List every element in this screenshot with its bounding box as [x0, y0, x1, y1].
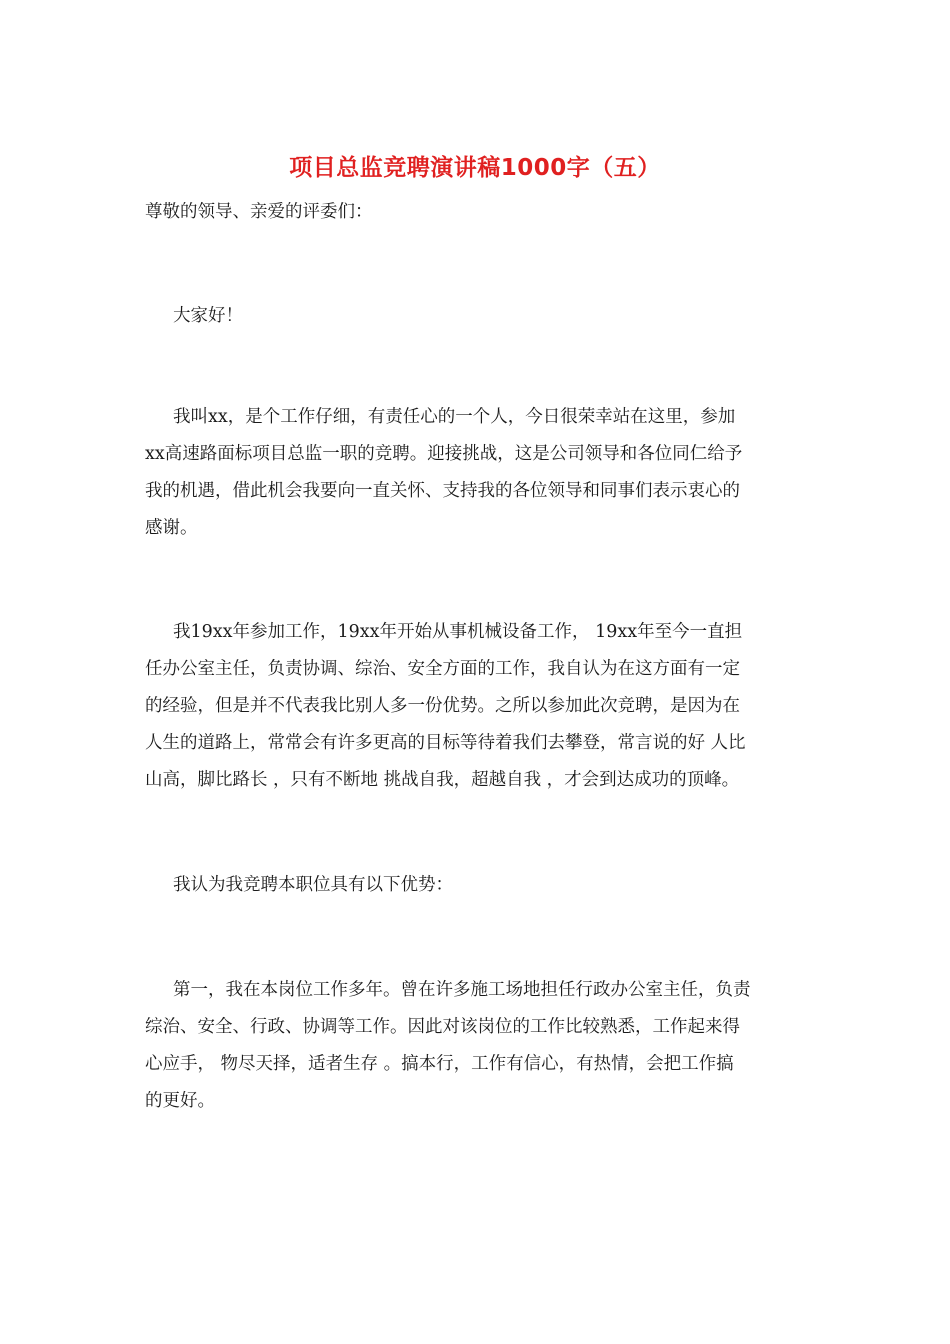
text-line: 任办公室主任，负责协调、综治、安全方面的工作，我自认为在这方面有一定 [145, 659, 740, 679]
text-line: xx高速路面标项目总监一职的竞聘。迎接挑战，这是公司领导和各位同仁给予 [145, 444, 743, 464]
intro-paragraph [145, 399, 805, 547]
greeting-paragraph [145, 298, 805, 335]
document-title: 项目总监竞聘演讲稿1000字（五） [289, 155, 661, 181]
text-line: 心应手， 物尽天择，适者生存 。搞本行，工作有信心，有热情，会把工作搞 [145, 1054, 734, 1074]
text-line: 感谢。 [145, 518, 198, 538]
text-line: 我叫xx，是个工作仔细，有责任心的一个人，今日很荣幸站在这里，参加 [173, 407, 736, 427]
text-line: 我的机遇，借此机会我要向一直关怀、支持我的各位领导和同事们表示衷心的 [145, 481, 740, 501]
first-point-paragraph [145, 972, 805, 1120]
salutation-paragraph [145, 194, 805, 231]
text-line: 我认为我竞聘本职位具有以下优势： [173, 875, 453, 895]
career-paragraph [145, 614, 805, 799]
text-line: 大家好！ [173, 306, 243, 326]
text-line: 人生的道路上，常常会有许多更高的目标等待着我们去攀登，常言说的好 人比 [145, 733, 746, 753]
text-line: 尊敬的领导、亲爱的评委们： [145, 202, 373, 222]
advantage-paragraph [145, 867, 805, 904]
text-line: 第一，我在本岗位工作多年。曾在许多施工场地担任行政办公室主任，负责 [173, 980, 751, 1000]
text-line: 的更好。 [145, 1091, 215, 1111]
text-line: 的经验，但是并不代表我比别人多一份优势。之所以参加此次竞聘，是因为在 [145, 696, 740, 716]
text-line: 山高，脚比路长 ，只有不断地 挑战自我，超越自我 ，才会到达成功的顶峰。 [145, 770, 740, 790]
text-line: 综治、安全、行政、协调等工作。因此对该岗位的工作比较熟悉，工作起来得 [145, 1017, 740, 1037]
text-line: 我19xx年参加工作，19xx年开始从事机械设备工作， 19xx年至今一直担 [173, 622, 743, 642]
